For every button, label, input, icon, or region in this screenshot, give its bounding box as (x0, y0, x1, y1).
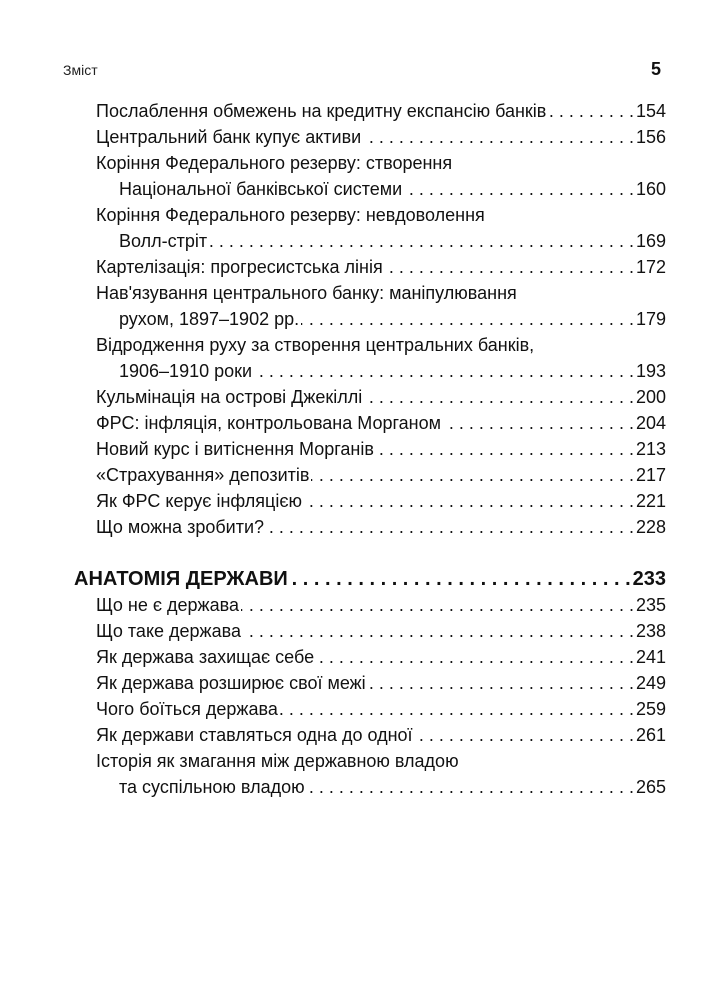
entry-page: 235 (635, 595, 666, 615)
dot-leader (243, 618, 634, 644)
dot-leader (316, 644, 634, 670)
entry-page: 261 (635, 725, 666, 745)
dot-leader (368, 670, 634, 696)
entry-title: Як держава розширює свої межі (96, 673, 366, 693)
dot-leader (385, 254, 634, 280)
toc-section-list (96, 592, 666, 800)
toc-entry[interactable] (96, 254, 666, 280)
entry-title: Як держави ставляться одна до одної (96, 725, 413, 745)
entry-page: 193 (635, 361, 666, 381)
entry-title: Чого боїться держава (96, 699, 278, 719)
entry-title: ФРС: інфляція, контрольована Морганом (96, 413, 441, 433)
entry-title: Картелізація: прогресистська лінія (96, 257, 383, 277)
entry-title: Як держава захищає себе (96, 647, 315, 667)
toc-entry[interactable] (96, 150, 666, 202)
toc-entry[interactable] (96, 462, 666, 488)
entry-title: Як ФРС керує інфляцією (96, 491, 303, 511)
toc-entry[interactable] (96, 410, 666, 436)
toc-entry[interactable] (96, 696, 666, 722)
dot-leader (241, 592, 634, 618)
entry-title: Новий курс і витіснення Морганів (96, 439, 374, 459)
entry-title: 1906–1910 роки (119, 361, 253, 381)
dot-leader (548, 98, 634, 124)
entry-title: Послаблення обмежень на кредитну експансію банків (96, 101, 547, 121)
dot-leader (363, 124, 634, 150)
toc-entry[interactable] (96, 592, 666, 618)
dot-leader (266, 514, 634, 540)
entry-page: 213 (635, 439, 666, 459)
entry-title: Нав'язування центрального банку: маніпулювання (96, 283, 517, 303)
entry-title: Національної банківської системи (119, 179, 403, 199)
entry-page: 200 (635, 387, 666, 407)
entry-page: 241 (635, 647, 666, 667)
entry-page: 217 (635, 465, 666, 485)
running-header-title: Зміст (63, 62, 98, 78)
entry-page: 172 (635, 257, 666, 277)
entry-title: Відродження руху за створення центральних банків, (96, 335, 535, 355)
toc-entry[interactable] (96, 618, 666, 644)
entry-page: 169 (635, 231, 666, 251)
toc-list (96, 98, 666, 540)
toc-entry[interactable] (96, 436, 666, 462)
dot-leader (301, 306, 634, 332)
dot-leader (364, 384, 634, 410)
dot-leader (209, 228, 634, 254)
dot-leader (404, 176, 634, 202)
entry-page: 265 (635, 777, 666, 797)
toc-entry[interactable] (96, 514, 666, 540)
dot-leader (376, 436, 634, 462)
section-page: 233 (632, 568, 666, 590)
toc-entry[interactable] (96, 280, 666, 332)
dot-leader (290, 565, 631, 593)
entry-page: 160 (635, 179, 666, 199)
entry-page: 154 (635, 101, 666, 121)
entry-title: Коріння Федерального резерву: невдоволення (96, 205, 485, 225)
entry-page: 238 (635, 621, 666, 641)
entry-title: Що таке держава (96, 621, 241, 641)
entry-page: 259 (635, 699, 666, 719)
toc-entry[interactable] (96, 488, 666, 514)
toc-entry[interactable] (96, 384, 666, 410)
toc-entry[interactable] (96, 748, 666, 800)
toc-entry[interactable] (96, 332, 666, 384)
entry-title: Центральний банк купує активи (96, 127, 362, 147)
dot-leader (415, 722, 634, 748)
entry-title: Коріння Федерального резерву: створення (96, 153, 453, 173)
entry-title: та суспільною владою (119, 777, 305, 797)
entry-page: 249 (635, 673, 666, 693)
entry-title: Що не є держава (96, 595, 239, 615)
entry-page: 204 (635, 413, 666, 433)
entry-page: 156 (635, 127, 666, 147)
entry-title: рухом, 1897–1902 рр. (119, 309, 300, 329)
section-title: АНАТОМІЯ ДЕРЖАВИ (74, 568, 288, 590)
dot-leader (304, 488, 634, 514)
toc-entry[interactable] (96, 202, 666, 254)
dot-leader (443, 410, 634, 436)
entry-page: 221 (635, 491, 666, 511)
toc-entry[interactable] (96, 124, 666, 150)
toc-entry[interactable] (96, 670, 666, 696)
entry-title: «Страхування» депозитів (96, 465, 310, 485)
entry-page: 228 (635, 517, 666, 537)
dot-leader (280, 696, 634, 722)
toc-entry[interactable] (96, 644, 666, 670)
page-number: 5 (651, 59, 662, 79)
toc-entry[interactable] (96, 722, 666, 748)
toc-section-heading[interactable] (74, 565, 666, 593)
entry-title: Історія як змагання між державною владою (96, 751, 459, 771)
dot-leader (311, 462, 633, 488)
entry-title: Волл-стріт (119, 231, 208, 251)
toc-entry[interactable] (96, 98, 666, 124)
entry-title: Що можна зробити? (96, 517, 265, 537)
dot-leader (254, 358, 634, 384)
entry-title: Кульмінація на острові Джекіллі (96, 387, 363, 407)
dot-leader (307, 774, 634, 800)
entry-page: 179 (635, 309, 666, 329)
